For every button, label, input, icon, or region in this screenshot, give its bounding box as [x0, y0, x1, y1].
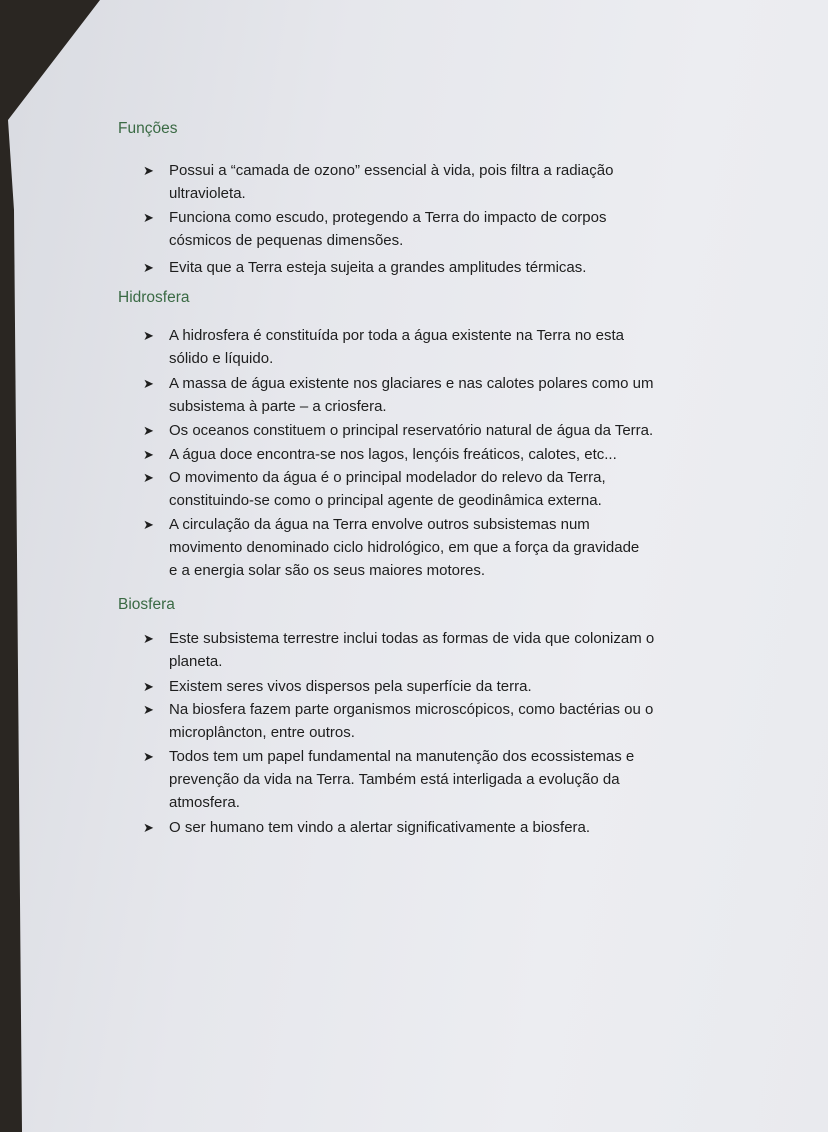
list-item-text: Existem seres vivos dispersos pela superfície da terra. — [169, 678, 532, 695]
list-item-text: atmosfera. — [169, 794, 240, 811]
section-heading-hidrosfera: Hidrosfera — [118, 289, 190, 306]
arrow-bullet-icon: ➤ — [143, 376, 154, 391]
arrow-bullet-icon: ➤ — [143, 749, 154, 764]
arrow-bullet-icon: ➤ — [143, 447, 154, 462]
list-item-text: movimento denominado ciclo hidrológico, em que a força da gravidade — [169, 539, 640, 556]
list-item-text: Os oceanos constituem o principal reservatório natural de água da Terra. — [169, 422, 654, 439]
arrow-bullet-icon: ➤ — [143, 517, 154, 532]
section-heading-biosfera: Biosfera — [118, 596, 175, 613]
list-item-text: Na biosfera fazem parte organismos microscópicos, como bactérias ou o — [169, 701, 654, 718]
list-item-text: cósmicos de pequenas dimensões. — [169, 232, 404, 249]
arrow-bullet-icon: ➤ — [143, 423, 154, 438]
section-heading-funcoes: Funções — [118, 120, 178, 137]
list-item-text: sólido e líquido. — [169, 350, 274, 367]
list-item-text: planeta. — [169, 653, 223, 670]
list-item-text: Possui a “camada de ozono” essencial à vida, pois filtra a radiação — [169, 162, 614, 179]
arrow-bullet-icon: ➤ — [143, 210, 154, 225]
list-item-text: prevenção da vida na Terra. Também está interligada a evolução da — [169, 771, 620, 788]
list-item-text: A circulação da água na Terra envolve outros subsistemas num — [169, 516, 590, 533]
list-item-text: Este subsistema terrestre inclui todas as formas de vida que colonizam o — [169, 630, 655, 647]
arrow-bullet-icon: ➤ — [143, 702, 154, 717]
list-item-text: ultravioleta. — [169, 185, 246, 202]
list-item-text: O ser humano tem vindo a alertar significativamente a biosfera. — [169, 819, 591, 836]
list-item-text: Todos tem um papel fundamental na manutenção dos ecossistemas e — [169, 748, 635, 765]
list-item-text: Evita que a Terra esteja sujeita a grandes amplitudes térmicas. — [169, 259, 587, 276]
arrow-bullet-icon: ➤ — [143, 679, 154, 694]
arrow-bullet-icon: ➤ — [143, 260, 154, 275]
list-item-text: O movimento da água é o principal modelador do relevo da Terra, — [169, 469, 606, 486]
arrow-bullet-icon: ➤ — [143, 163, 154, 178]
arrow-bullet-icon: ➤ — [143, 328, 154, 343]
list-item-text: e a energia solar são os seus maiores motores. — [169, 562, 485, 579]
list-item-text: Funciona como escudo, protegendo a Terra do impacto de corpos — [169, 209, 607, 226]
arrow-bullet-icon: ➤ — [143, 820, 154, 835]
list-item-text: A água doce encontra-se nos lagos, lençóis freáticos, calotes, etc... — [169, 446, 617, 463]
arrow-bullet-icon: ➤ — [143, 470, 154, 485]
list-item-text: constituindo-se como o principal agente de geodinâmica externa. — [169, 492, 602, 509]
arrow-bullet-icon: ➤ — [143, 631, 154, 646]
list-item-text: microplâncton, entre outros. — [169, 724, 355, 741]
list-item-text: A massa de água existente nos glaciares e nas calotes polares como um — [169, 375, 654, 392]
list-item-text: subsistema à parte – a criosfera. — [169, 398, 387, 415]
list-item-text: A hidrosfera é constituída por toda a água existente na Terra no esta — [169, 327, 625, 344]
